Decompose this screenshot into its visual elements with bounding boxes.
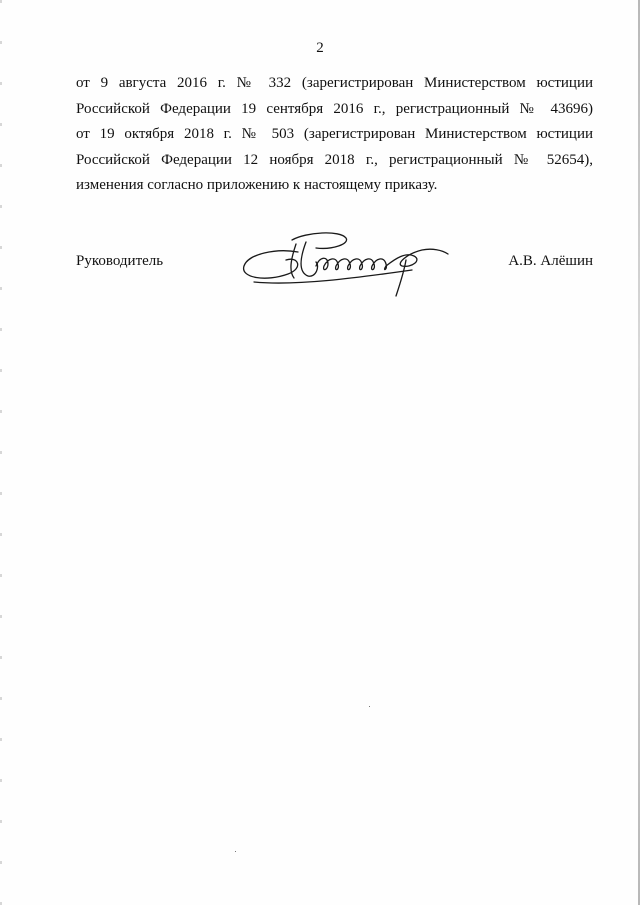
body-line: от 9 августа 2016 г. № 332 (зарегистрирован Министерством юстиции — [76, 75, 593, 91]
signer-position: Руководитель — [76, 253, 164, 269]
body-line: от 19 октября 2018 г. № 503 (зарегистрирован Министерством юстиции — [76, 126, 593, 142]
body-line: изменения согласно приложению к настоящему приказу. — [76, 177, 438, 193]
signer-name: А.В. Алёшин — [508, 253, 593, 269]
handwritten-signature-icon — [236, 230, 456, 300]
signature-block — [76, 250, 593, 290]
body-line: Российской Федерации 12 ноября 2018 г., регистрационный № 52654), — [76, 151, 593, 168]
body-line: Российской Федерации 19 сентября 2016 г., регистрационный № 43696) — [76, 100, 593, 117]
scan-speck — [235, 851, 236, 852]
scan-left-edge — [0, 0, 2, 905]
page-number: 2 — [316, 40, 324, 56]
scan-speck — [369, 706, 370, 707]
body-text — [76, 71, 593, 199]
